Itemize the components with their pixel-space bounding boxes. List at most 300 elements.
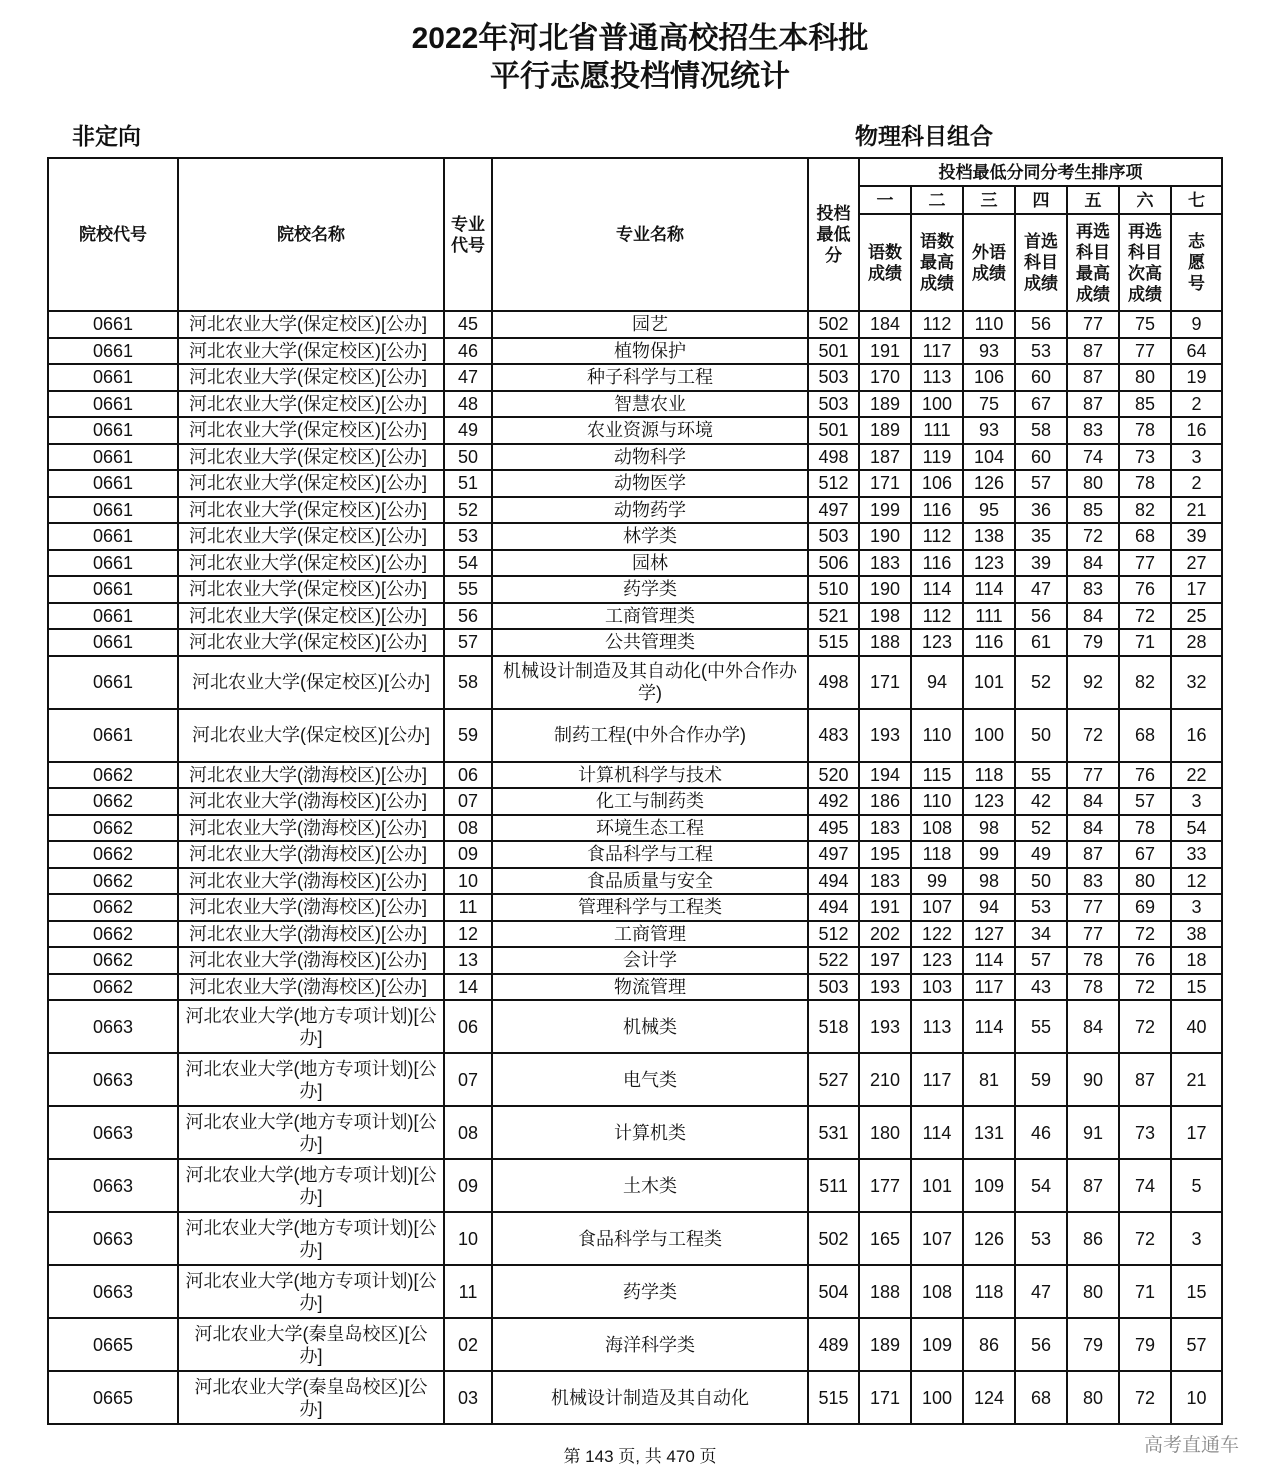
cell-school-name: 河北农业大学(渤海校区)[公办] — [178, 921, 444, 948]
cell-score-chinese-math-max: 117 — [911, 1053, 963, 1106]
cell-school-code: 0661 — [48, 364, 178, 391]
cell-score-second-subject-next: 78 — [1119, 417, 1171, 444]
cell-min-score: 515 — [808, 629, 859, 656]
cell-school-name: 河北农业大学(秦皇岛校区)[公办] — [178, 1371, 444, 1424]
cell-score-chinese-math-max: 108 — [911, 815, 963, 842]
cell-score-second-subject-max: 91 — [1067, 1106, 1119, 1159]
cell-major-code: 07 — [444, 1053, 492, 1106]
cell-school-code: 0663 — [48, 1212, 178, 1265]
cell-major-name: 农业资源与环境 — [492, 417, 808, 444]
cell-score-first-subject: 47 — [1015, 576, 1067, 603]
cell-score-foreign-lang: 93 — [963, 338, 1015, 365]
cell-score-chinese-math: 210 — [859, 1053, 911, 1106]
cell-score-second-subject-next: 76 — [1119, 947, 1171, 974]
cell-preference-number: 3 — [1171, 788, 1222, 815]
cell-score-chinese-math: 187 — [859, 444, 911, 471]
cell-score-second-subject-next: 71 — [1119, 629, 1171, 656]
table-row — [48, 868, 1222, 895]
cell-score-first-subject: 50 — [1015, 709, 1067, 762]
cell-major-name: 土木类 — [492, 1159, 808, 1212]
cell-score-chinese-math-max: 111 — [911, 417, 963, 444]
cell-score-chinese-math-max: 108 — [911, 1265, 963, 1318]
header-order-5: 五 — [1067, 186, 1119, 214]
header-item-3: 外语成绩 — [963, 214, 1015, 311]
cell-score-second-subject-next: 85 — [1119, 391, 1171, 418]
cell-score-second-subject-next: 78 — [1119, 815, 1171, 842]
cell-school-code: 0662 — [48, 762, 178, 789]
cell-score-foreign-lang: 123 — [963, 550, 1015, 577]
cell-major-code: 09 — [444, 841, 492, 868]
cell-score-second-subject-next: 75 — [1119, 311, 1171, 338]
cell-preference-number: 25 — [1171, 603, 1222, 630]
cell-score-chinese-math: 189 — [859, 391, 911, 418]
cell-score-foreign-lang: 114 — [963, 576, 1015, 603]
cell-min-score: 497 — [808, 497, 859, 524]
cell-preference-number: 3 — [1171, 1212, 1222, 1265]
header-tiebreak-group: 投档最低分同分考生排序项 — [859, 158, 1222, 186]
cell-score-foreign-lang: 106 — [963, 364, 1015, 391]
cell-score-foreign-lang: 127 — [963, 921, 1015, 948]
cell-min-score: 501 — [808, 417, 859, 444]
cell-school-name: 河北农业大学(渤海校区)[公办] — [178, 947, 444, 974]
table-row — [48, 391, 1222, 418]
cell-score-foreign-lang: 100 — [963, 709, 1015, 762]
cell-major-code: 54 — [444, 550, 492, 577]
cell-preference-number: 12 — [1171, 868, 1222, 895]
cell-score-second-subject-next: 76 — [1119, 576, 1171, 603]
cell-score-second-subject-max: 84 — [1067, 1000, 1119, 1053]
cell-school-name: 河北农业大学(地方专项计划)[公办] — [178, 1212, 444, 1265]
cell-major-code: 10 — [444, 868, 492, 895]
document-title-line1: 2022年河北省普通高校招生本科批 — [411, 22, 869, 55]
header-order-4: 四 — [1015, 186, 1067, 214]
cell-score-second-subject-max: 79 — [1067, 629, 1119, 656]
cell-score-second-subject-next: 77 — [1119, 550, 1171, 577]
cell-score-second-subject-next: 82 — [1119, 497, 1171, 524]
cell-school-name: 河北农业大学(保定校区)[公办] — [178, 629, 444, 656]
cell-score-second-subject-next: 76 — [1119, 762, 1171, 789]
cell-score-first-subject: 59 — [1015, 1053, 1067, 1106]
cell-school-name: 河北农业大学(保定校区)[公办] — [178, 444, 444, 471]
cell-score-chinese-math: 193 — [859, 709, 911, 762]
cell-score-chinese-math-max: 100 — [911, 1371, 963, 1424]
cell-major-code: 59 — [444, 709, 492, 762]
cell-score-second-subject-next: 72 — [1119, 1000, 1171, 1053]
cell-school-name: 河北农业大学(渤海校区)[公办] — [178, 788, 444, 815]
cell-min-score: 503 — [808, 974, 859, 1001]
cell-score-first-subject: 43 — [1015, 974, 1067, 1001]
cell-school-name: 河北农业大学(地方专项计划)[公办] — [178, 1265, 444, 1318]
cell-score-chinese-math: 183 — [859, 550, 911, 577]
cell-score-second-subject-max: 83 — [1067, 576, 1119, 603]
cell-major-name: 林学类 — [492, 523, 808, 550]
cell-score-second-subject-max: 87 — [1067, 1159, 1119, 1212]
cell-score-first-subject: 56 — [1015, 311, 1067, 338]
table-row — [48, 444, 1222, 471]
cell-score-first-subject: 57 — [1015, 947, 1067, 974]
cell-score-second-subject-next: 77 — [1119, 338, 1171, 365]
cell-score-first-subject: 56 — [1015, 1318, 1067, 1371]
cell-score-second-subject-max: 77 — [1067, 311, 1119, 338]
cell-major-name: 动物医学 — [492, 470, 808, 497]
cell-score-first-subject: 46 — [1015, 1106, 1067, 1159]
cell-major-name: 电气类 — [492, 1053, 808, 1106]
cell-score-second-subject-max: 87 — [1067, 841, 1119, 868]
cell-school-code: 0661 — [48, 417, 178, 444]
header-item-5: 再选科目最高成绩 — [1067, 214, 1119, 311]
cell-score-chinese-math: 180 — [859, 1106, 911, 1159]
table-row — [48, 550, 1222, 577]
cell-preference-number: 17 — [1171, 1106, 1222, 1159]
cell-min-score: 512 — [808, 921, 859, 948]
table-row — [48, 762, 1222, 789]
cell-major-code: 07 — [444, 788, 492, 815]
header-order-3: 三 — [963, 186, 1015, 214]
cell-preference-number: 39 — [1171, 523, 1222, 550]
cell-score-chinese-math: 198 — [859, 603, 911, 630]
cell-score-first-subject: 49 — [1015, 841, 1067, 868]
cell-major-code: 08 — [444, 815, 492, 842]
header-order-7: 七 — [1171, 186, 1222, 214]
cell-preference-number: 21 — [1171, 1053, 1222, 1106]
cell-score-chinese-math-max: 106 — [911, 470, 963, 497]
cell-score-first-subject: 53 — [1015, 338, 1067, 365]
cell-major-name: 物流管理 — [492, 974, 808, 1001]
cell-preference-number: 21 — [1171, 497, 1222, 524]
cell-score-chinese-math-max: 123 — [911, 947, 963, 974]
cell-school-name: 河北农业大学(地方专项计划)[公办] — [178, 1159, 444, 1212]
cell-min-score: 503 — [808, 364, 859, 391]
cell-score-chinese-math: 197 — [859, 947, 911, 974]
cell-score-chinese-math-max: 123 — [911, 629, 963, 656]
cell-school-code: 0662 — [48, 868, 178, 895]
table-row — [48, 921, 1222, 948]
cell-score-first-subject: 34 — [1015, 921, 1067, 948]
cell-score-second-subject-next: 73 — [1119, 444, 1171, 471]
cell-major-code: 48 — [444, 391, 492, 418]
cell-score-second-subject-max: 84 — [1067, 815, 1119, 842]
cell-score-second-subject-max: 72 — [1067, 523, 1119, 550]
cell-score-second-subject-next: 72 — [1119, 603, 1171, 630]
cell-score-first-subject: 57 — [1015, 470, 1067, 497]
cell-score-foreign-lang: 81 — [963, 1053, 1015, 1106]
cell-score-chinese-math-max: 117 — [911, 338, 963, 365]
cell-score-second-subject-next: 80 — [1119, 868, 1171, 895]
header-major-name: 专业名称 — [492, 158, 808, 311]
cell-min-score: 531 — [808, 1106, 859, 1159]
cell-school-name: 河北农业大学(渤海校区)[公办] — [178, 868, 444, 895]
cell-school-code: 0665 — [48, 1318, 178, 1371]
admission-table — [47, 157, 1223, 1425]
cell-score-second-subject-max: 92 — [1067, 656, 1119, 709]
cell-major-code: 08 — [444, 1106, 492, 1159]
cell-major-name: 管理科学与工程类 — [492, 894, 808, 921]
cell-score-second-subject-next: 71 — [1119, 1265, 1171, 1318]
cell-score-chinese-math: 183 — [859, 815, 911, 842]
cell-score-foreign-lang: 75 — [963, 391, 1015, 418]
cell-major-code: 51 — [444, 470, 492, 497]
cell-major-name: 机械设计制造及其自动化(中外合作办学) — [492, 656, 808, 709]
cell-major-name: 食品科学与工程 — [492, 841, 808, 868]
cell-score-first-subject: 56 — [1015, 603, 1067, 630]
cell-preference-number: 2 — [1171, 470, 1222, 497]
cell-score-second-subject-next: 67 — [1119, 841, 1171, 868]
cell-score-second-subject-max: 83 — [1067, 417, 1119, 444]
cell-score-first-subject: 67 — [1015, 391, 1067, 418]
cell-score-second-subject-max: 85 — [1067, 497, 1119, 524]
cell-min-score: 492 — [808, 788, 859, 815]
table-row — [48, 364, 1222, 391]
cell-school-name: 河北农业大学(地方专项计划)[公办] — [178, 1053, 444, 1106]
cell-score-second-subject-next: 72 — [1119, 921, 1171, 948]
cell-preference-number: 5 — [1171, 1159, 1222, 1212]
cell-score-foreign-lang: 123 — [963, 788, 1015, 815]
cell-min-score: 503 — [808, 391, 859, 418]
cell-score-foreign-lang: 94 — [963, 894, 1015, 921]
cell-score-chinese-math: 183 — [859, 868, 911, 895]
cell-score-second-subject-next: 57 — [1119, 788, 1171, 815]
cell-score-foreign-lang: 118 — [963, 762, 1015, 789]
cell-preference-number: 19 — [1171, 364, 1222, 391]
cell-major-code: 06 — [444, 1000, 492, 1053]
cell-major-name: 药学类 — [492, 576, 808, 603]
cell-score-second-subject-next: 79 — [1119, 1318, 1171, 1371]
cell-min-score: 483 — [808, 709, 859, 762]
cell-preference-number: 22 — [1171, 762, 1222, 789]
cell-school-code: 0662 — [48, 947, 178, 974]
cell-school-name: 河北农业大学(保定校区)[公办] — [178, 603, 444, 630]
cell-score-chinese-math-max: 116 — [911, 550, 963, 577]
cell-score-second-subject-next: 82 — [1119, 656, 1171, 709]
cell-major-code: 46 — [444, 338, 492, 365]
cell-score-chinese-math: 189 — [859, 417, 911, 444]
cell-score-second-subject-next: 80 — [1119, 364, 1171, 391]
cell-major-code: 58 — [444, 656, 492, 709]
cell-score-second-subject-max: 80 — [1067, 1265, 1119, 1318]
cell-score-chinese-math: 170 — [859, 364, 911, 391]
cell-major-name: 制药工程(中外合作办学) — [492, 709, 808, 762]
cell-school-name: 河北农业大学(保定校区)[公办] — [178, 338, 444, 365]
cell-score-second-subject-max: 87 — [1067, 364, 1119, 391]
cell-score-chinese-math: 188 — [859, 1265, 911, 1318]
cell-score-foreign-lang: 131 — [963, 1106, 1015, 1159]
cell-score-chinese-math: 186 — [859, 788, 911, 815]
cell-major-code: 06 — [444, 762, 492, 789]
cell-score-chinese-math: 195 — [859, 841, 911, 868]
cell-score-first-subject: 61 — [1015, 629, 1067, 656]
cell-score-chinese-math: 202 — [859, 921, 911, 948]
cell-score-second-subject-max: 78 — [1067, 947, 1119, 974]
cell-school-code: 0661 — [48, 523, 178, 550]
cell-major-name: 工商管理类 — [492, 603, 808, 630]
cell-major-code: 14 — [444, 974, 492, 1001]
cell-score-foreign-lang: 98 — [963, 815, 1015, 842]
cell-score-chinese-math-max: 110 — [911, 788, 963, 815]
cell-score-foreign-lang: 118 — [963, 1265, 1015, 1318]
cell-score-chinese-math: 177 — [859, 1159, 911, 1212]
cell-school-code: 0661 — [48, 709, 178, 762]
header-order-1: 一 — [859, 186, 911, 214]
cell-score-first-subject: 58 — [1015, 417, 1067, 444]
cell-min-score: 521 — [808, 603, 859, 630]
subject-combination-label: 物理科目组合 — [855, 123, 993, 149]
cell-school-name: 河北农业大学(地方专项计划)[公办] — [178, 1106, 444, 1159]
table-row — [48, 788, 1222, 815]
cell-score-chinese-math-max: 101 — [911, 1159, 963, 1212]
cell-score-foreign-lang: 117 — [963, 974, 1015, 1001]
cell-score-chinese-math-max: 113 — [911, 1000, 963, 1053]
cell-min-score: 495 — [808, 815, 859, 842]
cell-score-second-subject-max: 80 — [1067, 470, 1119, 497]
cell-score-second-subject-max: 79 — [1067, 1318, 1119, 1371]
cell-score-foreign-lang: 114 — [963, 947, 1015, 974]
cell-score-chinese-math-max: 116 — [911, 497, 963, 524]
cell-min-score: 501 — [808, 338, 859, 365]
cell-school-name: 河北农业大学(渤海校区)[公办] — [178, 841, 444, 868]
cell-school-name: 河北农业大学(保定校区)[公办] — [178, 550, 444, 577]
cell-score-second-subject-next: 74 — [1119, 1159, 1171, 1212]
cell-school-code: 0661 — [48, 550, 178, 577]
cell-preference-number: 38 — [1171, 921, 1222, 948]
cell-score-chinese-math: 190 — [859, 523, 911, 550]
cell-score-second-subject-max: 87 — [1067, 338, 1119, 365]
cell-score-second-subject-max: 83 — [1067, 868, 1119, 895]
cell-score-chinese-math: 189 — [859, 1318, 911, 1371]
cell-score-second-subject-next: 69 — [1119, 894, 1171, 921]
cell-min-score: 512 — [808, 470, 859, 497]
cell-school-name: 河北农业大学(保定校区)[公办] — [178, 311, 444, 338]
cell-preference-number: 9 — [1171, 311, 1222, 338]
cell-score-first-subject: 50 — [1015, 868, 1067, 895]
cell-score-second-subject-max: 78 — [1067, 974, 1119, 1001]
document-title-line2: 平行志愿投档情况统计 — [490, 60, 790, 93]
cell-score-second-subject-next: 68 — [1119, 523, 1171, 550]
cell-preference-number: 27 — [1171, 550, 1222, 577]
cell-school-code: 0661 — [48, 311, 178, 338]
cell-score-foreign-lang: 126 — [963, 470, 1015, 497]
cell-score-foreign-lang: 101 — [963, 656, 1015, 709]
table-row — [48, 1159, 1222, 1212]
cell-major-name: 动物药学 — [492, 497, 808, 524]
cell-major-code: 09 — [444, 1159, 492, 1212]
cell-score-chinese-math-max: 112 — [911, 603, 963, 630]
cell-min-score: 527 — [808, 1053, 859, 1106]
cell-score-chinese-math-max: 119 — [911, 444, 963, 471]
cell-score-first-subject: 42 — [1015, 788, 1067, 815]
cell-score-chinese-math-max: 118 — [911, 841, 963, 868]
cell-school-code: 0661 — [48, 603, 178, 630]
cell-major-name: 化工与制药类 — [492, 788, 808, 815]
header-item-7: 志愿号 — [1171, 214, 1222, 311]
header-order-2: 二 — [911, 186, 963, 214]
cell-school-code: 0663 — [48, 1053, 178, 1106]
cell-score-chinese-math-max: 103 — [911, 974, 963, 1001]
cell-score-chinese-math: 191 — [859, 338, 911, 365]
cell-preference-number: 3 — [1171, 894, 1222, 921]
cell-major-code: 13 — [444, 947, 492, 974]
cell-preference-number: 10 — [1171, 1371, 1222, 1424]
cell-score-second-subject-max: 72 — [1067, 709, 1119, 762]
cell-major-name: 智慧农业 — [492, 391, 808, 418]
cell-score-second-subject-max: 80 — [1067, 1371, 1119, 1424]
cell-score-chinese-math: 171 — [859, 656, 911, 709]
cell-school-code: 0663 — [48, 1159, 178, 1212]
header-item-1: 语数成绩 — [859, 214, 911, 311]
cell-major-name: 药学类 — [492, 1265, 808, 1318]
cell-major-code: 12 — [444, 921, 492, 948]
cell-school-name: 河北农业大学(保定校区)[公办] — [178, 391, 444, 418]
cell-preference-number: 54 — [1171, 815, 1222, 842]
cell-major-name: 工商管理 — [492, 921, 808, 948]
cell-preference-number: 32 — [1171, 656, 1222, 709]
cell-score-second-subject-next: 78 — [1119, 470, 1171, 497]
cell-school-code: 0662 — [48, 841, 178, 868]
cell-min-score: 522 — [808, 947, 859, 974]
cell-major-code: 49 — [444, 417, 492, 444]
cell-score-second-subject-max: 77 — [1067, 921, 1119, 948]
cell-major-name: 种子科学与工程 — [492, 364, 808, 391]
table-row — [48, 417, 1222, 444]
cell-score-first-subject: 55 — [1015, 1000, 1067, 1053]
cell-school-code: 0662 — [48, 921, 178, 948]
page-footer: 第 143 页, 共 470 页 — [563, 1447, 717, 1466]
cell-school-code: 0662 — [48, 974, 178, 1001]
cell-score-chinese-math: 193 — [859, 1000, 911, 1053]
cell-score-first-subject: 39 — [1015, 550, 1067, 577]
cell-school-name: 河北农业大学(渤海校区)[公办] — [178, 762, 444, 789]
cell-school-code: 0661 — [48, 338, 178, 365]
cell-score-chinese-math: 199 — [859, 497, 911, 524]
cell-score-chinese-math: 194 — [859, 762, 911, 789]
cell-major-code: 11 — [444, 1265, 492, 1318]
cell-school-code: 0661 — [48, 629, 178, 656]
header-item-2: 语数最高成绩 — [911, 214, 963, 311]
cell-min-score: 498 — [808, 656, 859, 709]
cell-major-code: 47 — [444, 364, 492, 391]
cell-score-second-subject-next: 68 — [1119, 709, 1171, 762]
cell-major-code: 02 — [444, 1318, 492, 1371]
cell-school-name: 河北农业大学(渤海校区)[公办] — [178, 894, 444, 921]
cell-score-foreign-lang: 109 — [963, 1159, 1015, 1212]
cell-score-first-subject: 55 — [1015, 762, 1067, 789]
cell-score-chinese-math-max: 107 — [911, 894, 963, 921]
cell-score-foreign-lang: 104 — [963, 444, 1015, 471]
cell-score-first-subject: 53 — [1015, 1212, 1067, 1265]
cell-major-name: 动物科学 — [492, 444, 808, 471]
cell-score-chinese-math-max: 109 — [911, 1318, 963, 1371]
cell-preference-number: 16 — [1171, 709, 1222, 762]
cell-school-name: 河北农业大学(保定校区)[公办] — [178, 709, 444, 762]
cell-major-name: 园林 — [492, 550, 808, 577]
cell-score-foreign-lang: 116 — [963, 629, 1015, 656]
cell-min-score: 518 — [808, 1000, 859, 1053]
cell-major-name: 食品质量与安全 — [492, 868, 808, 895]
cell-preference-number: 64 — [1171, 338, 1222, 365]
table-row — [48, 947, 1222, 974]
cell-score-first-subject: 60 — [1015, 364, 1067, 391]
cell-school-code: 0663 — [48, 1265, 178, 1318]
table-row — [48, 815, 1222, 842]
cell-preference-number: 15 — [1171, 1265, 1222, 1318]
cell-score-foreign-lang: 86 — [963, 1318, 1015, 1371]
cell-score-chinese-math: 190 — [859, 576, 911, 603]
table-row — [48, 629, 1222, 656]
cell-score-chinese-math-max: 94 — [911, 656, 963, 709]
cell-school-code: 0661 — [48, 497, 178, 524]
cell-school-name: 河北农业大学(保定校区)[公办] — [178, 523, 444, 550]
cell-score-chinese-math-max: 113 — [911, 364, 963, 391]
cell-score-second-subject-max: 90 — [1067, 1053, 1119, 1106]
